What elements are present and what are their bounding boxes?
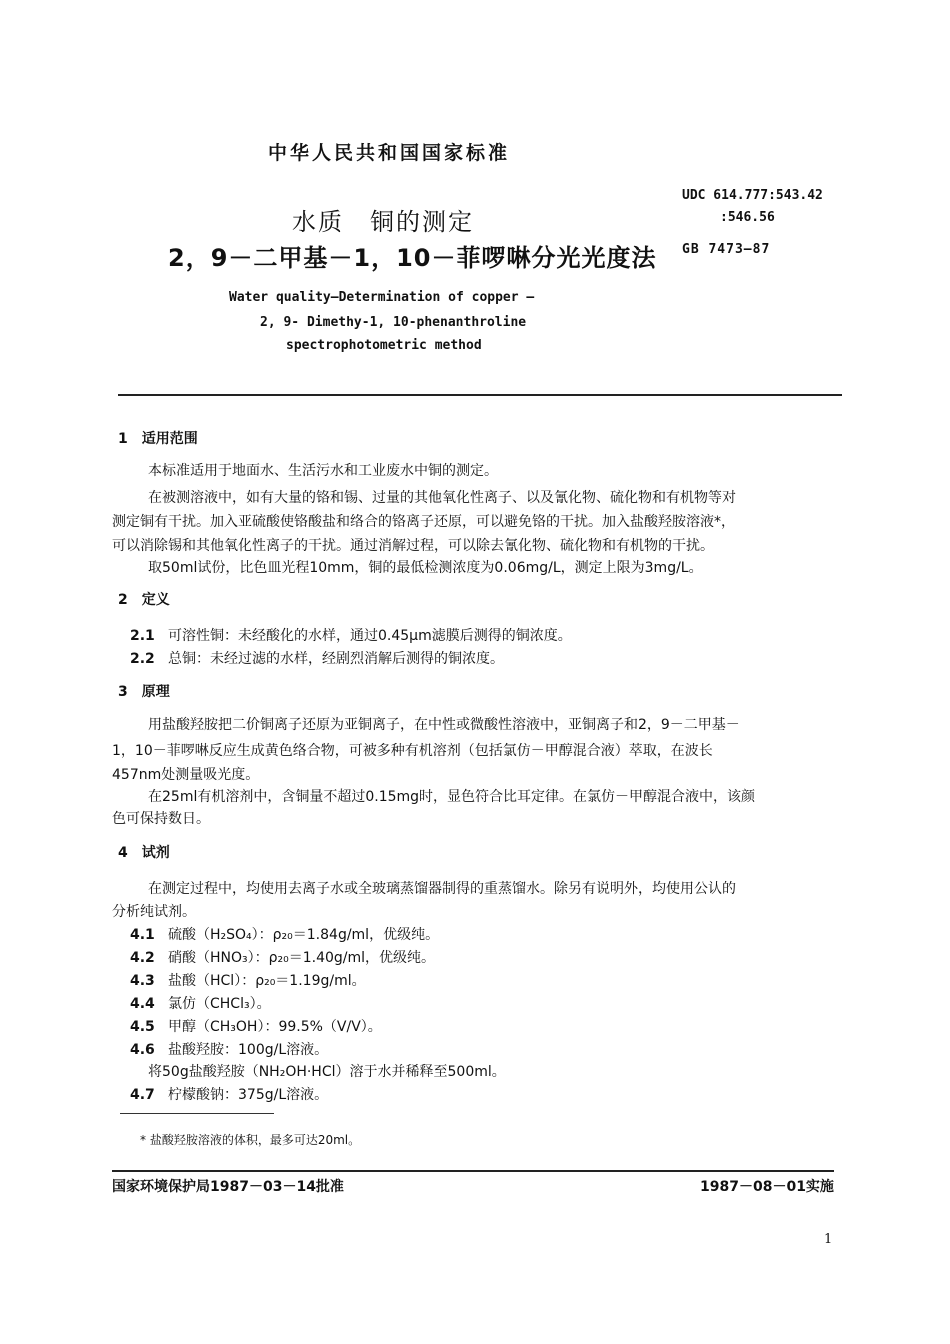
section-3-paragraph-2-line-1: 在25ml有机溶剂中，含铜量不超过0.15mg时，显色符合比耳定律。在氯仿－甲醇混合液中，该颜 — [148, 789, 756, 805]
item-text: 可溶性铜：未经酸化的水样，通过0.45μm滤膜后测得的铜浓度。 — [168, 628, 572, 644]
item-text: 总铜：未经过滤的水样，经剧烈消解后测得的铜浓度。 — [168, 651, 504, 667]
title-line-1: 水质 铜的测定 — [292, 208, 474, 236]
gb-code: GB 7473—87 — [682, 242, 771, 257]
item-text: 硫酸（H₂SO₄）：ρ₂₀＝1.84g/ml，优级纯。 — [168, 927, 440, 943]
item-text: 盐酸（HCl）：ρ₂₀＝1.19g/ml。 — [168, 973, 366, 989]
section-1-paragraph-2-line-3: 可以消除锡和其他氧化性离子的干扰。通过消解过程，可以除去氰化物、硫化物和有机物的干扰。 — [112, 538, 714, 554]
english-title-line-2: 2, 9- Dimethy-1, 10-phenanthroline — [260, 315, 527, 330]
item-number: 4.4 — [130, 996, 155, 1012]
reagent-item-4-6-note: 将50g盐酸羟胺（NH₂OH·HCl）溶于水并稀释至500ml。 — [148, 1064, 506, 1080]
section-4-intro-line-2: 分析纯试剂。 — [112, 904, 196, 920]
item-text: 柠檬酸钠：375g/L溶液。 — [168, 1087, 329, 1103]
reagent-item-4-6 — [130, 1039, 328, 1059]
section-3-heading: 3 原理 — [118, 684, 170, 700]
footer-divider — [112, 1170, 834, 1172]
item-text: 硝酸（HNO₃）：ρ₂₀＝1.40g/ml，优级纯。 — [168, 950, 436, 966]
section-1-paragraph-1: 本标准适用于地面水、生活污水和工业废水中铜的测定。 — [148, 463, 498, 479]
udc-code-line-2: :546.56 — [720, 210, 775, 225]
section-1-paragraph-3: 取50ml试份，比色皿光程10mm，铜的最低检测浓度为0.06mg/L，测定上限为3mg/L。 — [148, 560, 703, 576]
item-number: 4.3 — [130, 973, 155, 989]
footnote: * 盐酸羟胺溶液的体积，最多可达20ml。 — [140, 1133, 361, 1147]
item-number: 2.1 — [130, 628, 155, 644]
page-number: 1 — [824, 1232, 833, 1247]
item-number: 4.6 — [130, 1042, 155, 1058]
item-number: 4.5 — [130, 1019, 155, 1035]
footnote-divider — [120, 1113, 274, 1114]
reagent-item-4-7 — [130, 1084, 328, 1104]
section-1-paragraph-2-line-2: 测定铜有干扰。加入亚硫酸使铬酸盐和络合的铬离子还原，可以避免铬的干扰。加入盐酸羟胺溶液*， — [112, 514, 735, 530]
definition-item-2-2 — [130, 648, 504, 668]
item-text: 氯仿（CHCl₃）。 — [168, 996, 271, 1012]
section-2-heading: 2 定义 — [118, 592, 170, 608]
udc-code-line-1: UDC 614.777:543.42 — [682, 188, 823, 203]
header-divider — [118, 394, 842, 396]
section-3-paragraph-2-line-2: 色可保持数日。 — [112, 811, 210, 827]
reagent-item-4-2 — [130, 947, 435, 967]
english-title-line-1: Water quality—Determination of copper — — [229, 290, 535, 305]
country-standard-label: 中华人民共和国国家标准 — [268, 142, 511, 164]
item-text: 甲醇（CH₃OH）：99.5%（V/V）。 — [168, 1019, 382, 1035]
section-4-heading: 4 试剂 — [118, 845, 170, 861]
reagent-item-4-4 — [130, 993, 271, 1013]
section-4-intro-line-1: 在测定过程中，均使用去离子水或全玻璃蒸馏器制得的重蒸馏水。除另有说明外，均使用公认的 — [148, 881, 736, 897]
item-number: 4.7 — [130, 1087, 155, 1103]
title-line-2: 2，9－二甲基－1，10－菲啰啉分光光度法 — [168, 244, 657, 272]
definition-item-2-1 — [130, 625, 572, 645]
item-number: 4.1 — [130, 927, 155, 943]
section-3-paragraph-1-line-2: 1，10－菲啰啉反应生成黄色络合物，可被多种有机溶剂（包括氯仿－甲醇混合液）萃取，在波长 — [112, 743, 713, 759]
effective-date: 1987－08－01实施 — [700, 1179, 834, 1195]
section-3-paragraph-1-line-3: 457nm处测量吸光度。 — [112, 767, 260, 783]
approval-date: 国家环境保护局1987－03－14批准 — [112, 1179, 344, 1195]
reagent-item-4-5 — [130, 1016, 382, 1036]
item-number: 2.2 — [130, 651, 155, 667]
section-1-paragraph-2-line-1: 在被测溶液中，如有大量的铬和锡、过量的其他氧化性离子、以及氰化物、硫化物和有机物等对 — [148, 490, 736, 506]
reagent-item-4-3 — [130, 970, 366, 990]
item-text: 盐酸羟胺：100g/L溶液。 — [168, 1042, 329, 1058]
english-title-line-3: spectrophotometric method — [286, 338, 482, 353]
section-1-heading: 1 适用范围 — [118, 431, 198, 447]
reagent-item-4-1 — [130, 924, 439, 944]
section-3-paragraph-1-line-1: 用盐酸羟胺把二价铜离子还原为亚铜离子，在中性或微酸性溶液中，亚铜离子和2，9－二甲基－ — [148, 717, 740, 733]
item-number: 4.2 — [130, 950, 155, 966]
